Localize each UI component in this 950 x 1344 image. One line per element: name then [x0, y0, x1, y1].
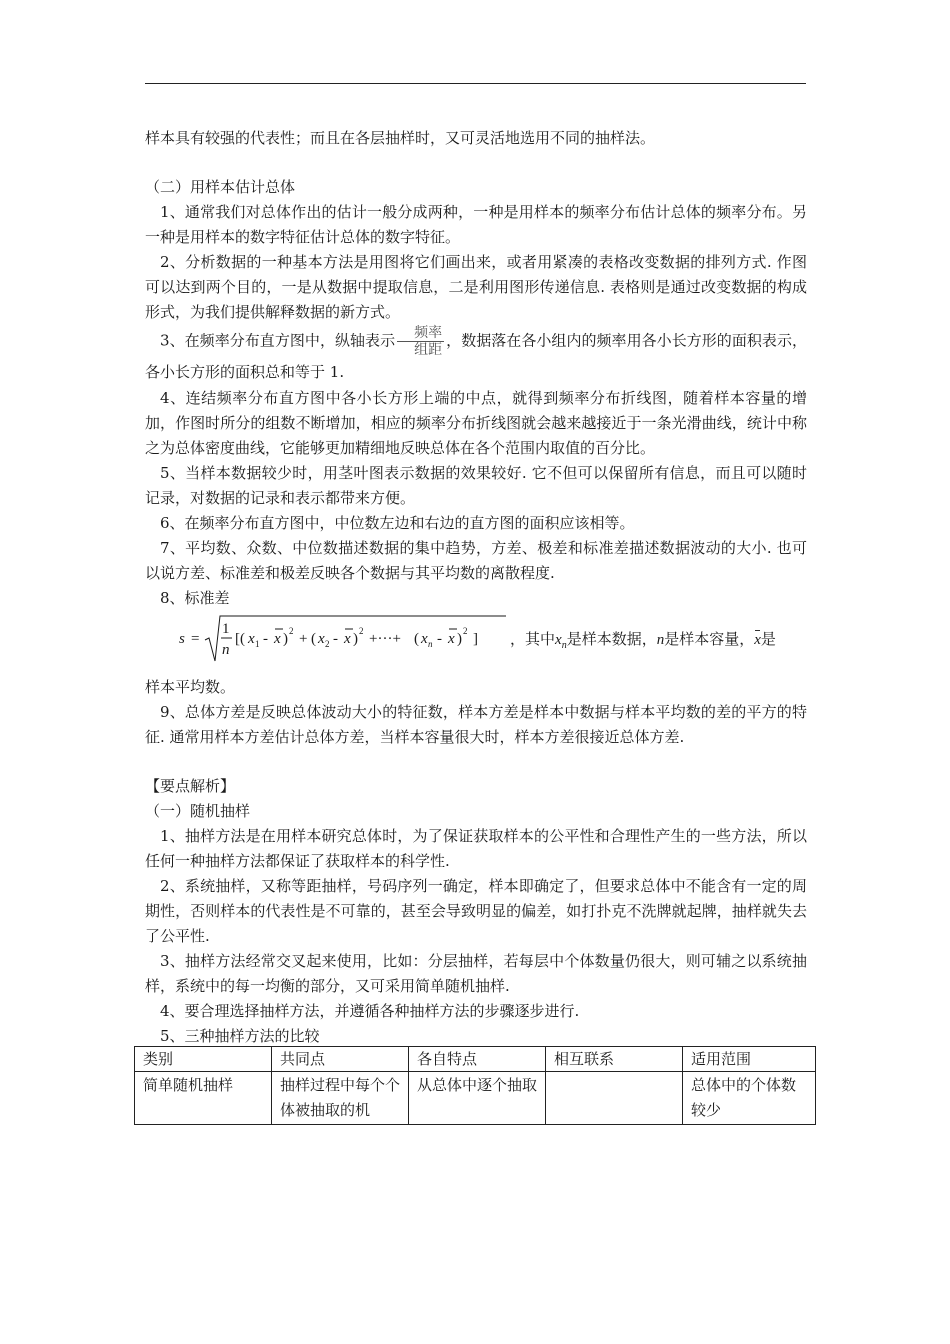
table-cell: 抽样过程中每个个体被抽取的机 [272, 1072, 409, 1125]
var-xn: x [555, 632, 562, 648]
table-header-cell: 类别 [135, 1047, 272, 1072]
key-point-5: 5、三种抽样方法的比较 [160, 1027, 320, 1045]
paragraph-7: 7、平均数、众数、中位数描述数据的集中趋势，方差、极差和标准差描述数据波动的大小. 也可以说方差、标准差和极差反映各个数据与其平均数的离散程度. [145, 539, 807, 582]
svg-text:2: 2 [325, 639, 330, 649]
paragraph-8: 8、标准差 [160, 589, 230, 607]
paragraph-9: 9、总体方差是反映总体波动大小的特征数，样本方差是样本中数据与样本平均数的差的平方的特征. 通常用样本方差估计总体方差，当样本容量很大时，样本方差很接近总体方差. [145, 703, 807, 746]
tail-sample-size: 是样本容量， [664, 630, 755, 648]
paragraph-5: 5、当样本数据较少时，用茎叶图表示数据的效果较好. 它不但可以保留所有信息，而且可以随时记录，对数据的记录和表示都带来方便。 [145, 464, 807, 507]
sampling-comparison-table [134, 1046, 816, 1125]
key-point-2: 2、系统抽样，又称等距抽样，号码序列一确定，样本即确定了，但要求总体中不能含有一定的周期性，否则样本的代表性是不可靠的，甚至会导致明显的偏差，如打扑克不洗牌就起牌，抽样就失去了公平性. [145, 877, 807, 945]
paragraph-2: 2、分析数据的一种基本方法是用图将它们画出来，或者用紧凑的表格改变数据的排列方式. 作图可以达到两个目的，一是从数据中提取信息，二是利用图形传递信息. 表格则是通过改变数据的构成形式，为我们提供解释数据的新方式。 [145, 253, 807, 321]
svg-text:x: x [421, 631, 428, 647]
table-header-row [135, 1047, 816, 1072]
svg-text:+: + [299, 631, 308, 647]
table-header-cell: 相互联系 [546, 1047, 683, 1072]
table-header-cell: 各自特点 [409, 1047, 546, 1072]
key-points-subheading: （一）随机抽样 [145, 802, 251, 820]
table-cell: 从总体中逐个抽取 [409, 1072, 546, 1125]
svg-text:-: - [263, 631, 268, 647]
standard-deviation-formula [145, 613, 807, 669]
document-body [145, 126, 807, 1049]
table-cell [546, 1072, 683, 1125]
fraction-numerator: 频率 [397, 325, 444, 342]
svg-text:x: x [274, 631, 281, 647]
svg-text:]: ] [473, 631, 478, 647]
table-cell: 总体中的个体数较少 [683, 1072, 816, 1125]
intro-continuation: 样本具有较强的代表性；而且在各层抽样时，又可灵活地选用不同的抽样法。 [145, 129, 656, 147]
var-xn-subscript: n [561, 640, 567, 651]
svg-text:2: 2 [289, 626, 294, 636]
svg-text:(: ( [311, 631, 316, 647]
key-point-3: 3、抽样方法经常交叉起来使用，比如：分层抽样，若每层中个体数量仍很大，则可辅之以系统抽样，系统中的每一均衡的部分，又可采用简单随机抽样. [145, 952, 807, 995]
svg-text:): ) [353, 631, 358, 647]
svg-text:=: = [191, 631, 200, 647]
key-points-heading: 【要点解析】 [145, 777, 236, 795]
svg-text:x: x [344, 631, 351, 647]
var-xbar: x [754, 628, 761, 653]
svg-text:1: 1 [255, 639, 260, 649]
svg-text:n: n [428, 639, 433, 649]
svg-text:[(: [( [235, 631, 245, 647]
tail-where: ，其中 [510, 630, 556, 648]
tail-sample-data: 是样本数据， [566, 630, 657, 648]
fraction-denominator: 组距 [414, 342, 443, 358]
key-point-4: 4、要合理选择抽样方法，并遵循各种抽样方法的步骤逐步进行. [160, 1002, 580, 1020]
paragraph-8-continuation: 样本平均数。 [145, 678, 236, 696]
svg-text:x: x [318, 631, 325, 647]
paragraph-6: 6、在频率分布直方图中，中位数左边和右边的直方图的面积应该相等。 [160, 514, 635, 532]
paragraph-3 [145, 325, 807, 386]
formula-graphic [177, 613, 512, 669]
svg-text:(: ( [414, 631, 419, 647]
table-header-cell: 适用范围 [683, 1047, 816, 1072]
table-header-cell: 共同点 [272, 1047, 409, 1072]
frequency-over-interval-fraction [397, 325, 444, 358]
svg-text:): ) [283, 631, 288, 647]
table-row [135, 1072, 816, 1125]
paragraph-1: 1、通常我们对总体作出的估计一般分成两种，一种是用样本的频率分布估计总体的频率分布。另一种是用样本的数字特征估计总体的数字特征。 [145, 203, 807, 246]
key-point-1: 1、抽样方法是在用样本研究总体时，为了保证获取样本的公平性和合理性产生的一些方法，所以任何一种抽样方法都保证了获取样本的科学性. [145, 827, 807, 870]
paragraph-4: 4、连结频率分布直方图中各小长方形上端的中点，就得到频率分布折线图，随着样本容量的增加，作图时所分的组数不断增加，相应的频率分布折线图就会越来越接近于一条光滑曲线，统计中称之为总体密度曲线，它能够更加精细地反映总体在各个范围内取值的百分比。 [145, 389, 807, 457]
formula-explanation [510, 627, 776, 658]
svg-text:1: 1 [222, 621, 230, 637]
svg-text:-: - [333, 631, 338, 647]
section-heading: （二）用样本估计总体 [145, 178, 296, 196]
svg-text:2: 2 [359, 626, 364, 636]
svg-text:n: n [222, 642, 230, 658]
svg-text:s: s [179, 631, 185, 647]
svg-text:+···+: +···+ [369, 631, 401, 647]
svg-text:x: x [448, 631, 455, 647]
svg-text:): ) [457, 631, 462, 647]
table-cell: 简单随机抽样 [135, 1072, 272, 1125]
p3-text-after: ，数据落在各小组内的频率用各小长方形的面积表示，各小长方形的面积总和等于 1. [145, 331, 807, 381]
p3-text-before: 3、在频率分布直方图中，纵轴表示 [160, 331, 396, 350]
tail-is: 是 [760, 630, 776, 648]
svg-text:x: x [248, 631, 255, 647]
svg-text:2: 2 [463, 626, 468, 636]
svg-text:-: - [437, 631, 442, 647]
header-rule [145, 83, 806, 84]
var-n: n [656, 632, 665, 648]
